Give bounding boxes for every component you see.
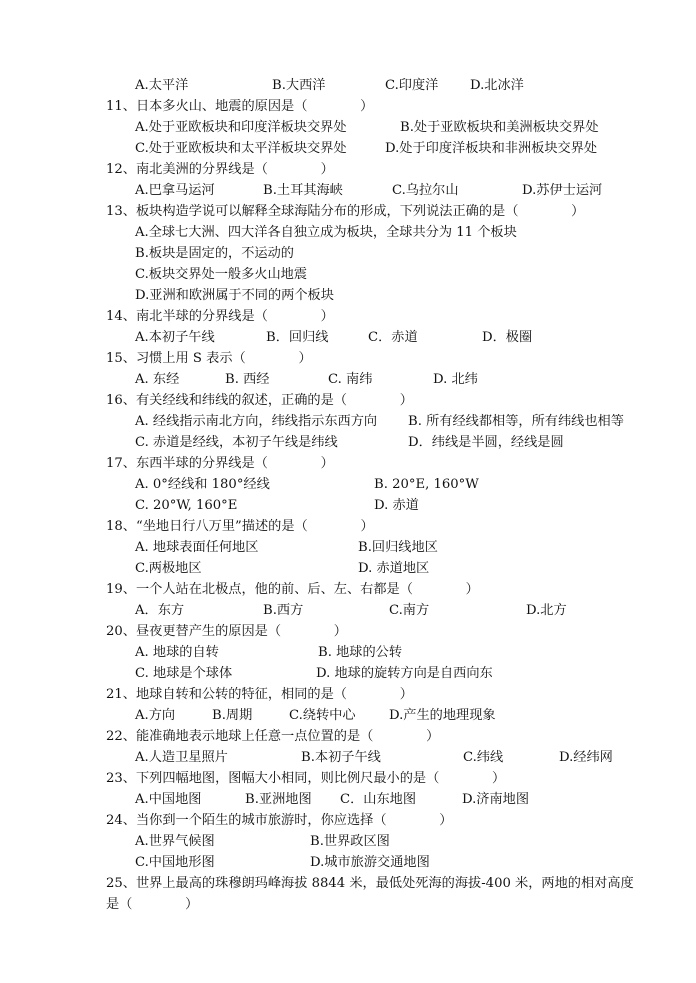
option-b: B．回归线	[266, 330, 329, 345]
options-row	[0, 663, 696, 684]
option-c: C.纬线	[463, 750, 504, 765]
option-a: A. 东经	[135, 372, 180, 387]
question-15	[0, 348, 696, 369]
option-d: D.经纬网	[559, 750, 613, 765]
option-b: B.周期	[212, 708, 253, 723]
question-22	[0, 726, 696, 747]
question-11	[0, 96, 696, 117]
options-row	[0, 180, 696, 201]
question-24	[0, 810, 696, 831]
option-d: D. 赤道地区	[358, 561, 430, 576]
question-text-continued: 是（ ）	[106, 897, 199, 912]
question-text: 21、地球自转和公转的特征，相同的是（ ）	[106, 687, 413, 702]
option-d: D.产生的地理现象	[389, 708, 496, 723]
question-16	[0, 390, 696, 411]
question-21	[0, 684, 696, 705]
question-text: 12、南北美洲的分界线是（ ）	[106, 162, 334, 177]
options-row	[0, 243, 696, 264]
option-a: A.全球七大洲、四大洋各自独立成为板块，全球共分为 11 个板块	[135, 225, 517, 240]
option-c: C. 南纬	[328, 372, 373, 387]
question-19	[0, 579, 696, 600]
options-row	[0, 138, 696, 159]
option-b: B.本初子午线	[301, 750, 381, 765]
question-text: 14、南北半球的分界线是（ ）	[106, 309, 334, 324]
option-a: A．东方	[135, 603, 185, 618]
options-row	[0, 474, 696, 495]
option-a: A.处于亚欧板块和印度洋板块交界处	[135, 120, 347, 135]
option-a: A.巴拿马运河	[135, 183, 215, 198]
option-b: B.板块是固定的，不运动的	[135, 246, 294, 261]
option-a: A. 0°经线和 180°经线	[135, 477, 270, 492]
question-25-continuation	[0, 894, 696, 915]
options-row	[0, 285, 696, 306]
question-14	[0, 306, 696, 327]
options-row	[0, 705, 696, 726]
question-text: 25、世界上最高的珠穆朗玛峰海拔 8844 米，最低处死海的海拔-400 米，两地的相对高度	[106, 876, 634, 891]
option-a: A.太平洋	[135, 78, 189, 93]
question-text: 23、下列四幅地图，图幅大小相同，则比例尺最小的是（ ）	[106, 771, 506, 786]
options-row	[0, 831, 696, 852]
option-a: A.中国地图	[135, 792, 202, 807]
options-row	[0, 789, 696, 810]
question-text: 11、日本多火山、地震的原因是（ ）	[106, 99, 374, 114]
option-d: D.北方	[526, 603, 567, 618]
option-a: A.本初子午线	[135, 330, 215, 345]
question-25	[0, 873, 696, 894]
option-d: D.亚洲和欧洲属于不同的两个板块	[135, 288, 334, 303]
option-d: D. 北纬	[433, 372, 478, 387]
option-c: C. 20°W, 160°E	[135, 498, 238, 513]
option-c: C.中国地形图	[135, 855, 215, 870]
option-d: D.济南地图	[462, 792, 530, 807]
options-row	[0, 411, 696, 432]
question-text: 17、东西半球的分界线是（ ）	[106, 456, 334, 471]
question-text: 15、习惯上用 S 表示（ ）	[106, 351, 312, 366]
option-b: B.大西洋	[272, 78, 326, 93]
option-c: C.板块交界处一般多火山地震	[135, 267, 308, 282]
option-c: C．赤道	[368, 330, 418, 345]
options-row	[0, 432, 696, 453]
option-b: B. 20°E, 160°W	[374, 477, 479, 492]
question-text: 20、昼夜更替产生的原因是（ ）	[106, 624, 347, 639]
options-row	[0, 747, 696, 768]
options-row	[0, 222, 696, 243]
option-b: B.处于亚欧板块和美洲板块交界处	[400, 120, 599, 135]
options-row	[0, 264, 696, 285]
option-d: D. 赤道	[374, 498, 419, 513]
option-b: B.回归线地区	[358, 540, 438, 555]
question-18	[0, 516, 696, 537]
options-row-10	[0, 75, 696, 96]
option-b: B.西方	[263, 603, 304, 618]
options-row	[0, 642, 696, 663]
option-a: A. 地球表面任何地区	[135, 540, 259, 555]
option-d: D.城市旅游交通地图	[310, 855, 430, 870]
option-c: C.绕转中心	[289, 708, 356, 723]
options-row	[0, 327, 696, 348]
question-text: 13、板块构造学说可以解释全球海陆分布的形成，下列说法正确的是（ ）	[106, 204, 585, 219]
option-d: D.处于印度洋板块和非洲板块交界处	[385, 141, 598, 156]
option-a: A. 地球的自转	[135, 645, 219, 660]
question-text: 24、当你到一个陌生的城市旅游时，你应选择（ ）	[106, 813, 453, 828]
option-a: A.世界气候图	[135, 834, 215, 849]
options-row	[0, 600, 696, 621]
options-row	[0, 537, 696, 558]
question-12	[0, 159, 696, 180]
option-a: A. 经线指示南北方向，纬线指示东西方向	[135, 414, 378, 429]
option-d: D. 地球的旋转方向是自西向东	[316, 666, 493, 681]
options-row	[0, 852, 696, 873]
option-d: D．纬线是半圆，经线是圆	[408, 435, 564, 450]
option-b: B. 西经	[225, 372, 270, 387]
options-row	[0, 558, 696, 579]
question-text: 16、有关经线和纬线的叙述，正确的是（ ）	[106, 393, 413, 408]
question-13	[0, 201, 696, 222]
question-text: 19、一个人站在北极点，他的前、后、左、右都是（ ）	[106, 582, 479, 597]
question-23	[0, 768, 696, 789]
option-b: B. 所有经线都相等，所有纬线也相等	[408, 414, 624, 429]
question-17	[0, 453, 696, 474]
options-row	[0, 495, 696, 516]
option-c: C.印度洋	[385, 78, 439, 93]
option-b: B.世界政区图	[310, 834, 390, 849]
option-a: A.人造卫星照片	[135, 750, 228, 765]
option-b: B.亚洲地图	[245, 792, 312, 807]
option-c: C. 地球是个球体	[135, 666, 233, 681]
option-c: C.两极地区	[135, 561, 202, 576]
option-d: D.苏伊士运河	[522, 183, 603, 198]
options-row	[0, 117, 696, 138]
question-text: 18、“坐地日行八万里”描述的是（ ）	[106, 519, 374, 534]
option-b: B. 地球的公转	[318, 645, 403, 660]
question-text: 22、能准确地表示地球上任意一点位置的是（ ）	[106, 729, 440, 744]
option-c: C.南方	[389, 603, 430, 618]
option-c: C.处于亚欧板块和太平洋板块交界处	[135, 141, 347, 156]
option-d: D.北冰洋	[470, 78, 524, 93]
option-b: B.土耳其海峡	[263, 183, 343, 198]
option-c: C.乌拉尔山	[392, 183, 459, 198]
options-row	[0, 369, 696, 390]
option-c: C．山东地图	[340, 792, 417, 807]
option-c: C. 赤道是经线，本初子午线是纬线	[135, 435, 338, 450]
question-20	[0, 621, 696, 642]
option-d: D．极圈	[482, 330, 533, 345]
option-a: A.方向	[135, 708, 176, 723]
